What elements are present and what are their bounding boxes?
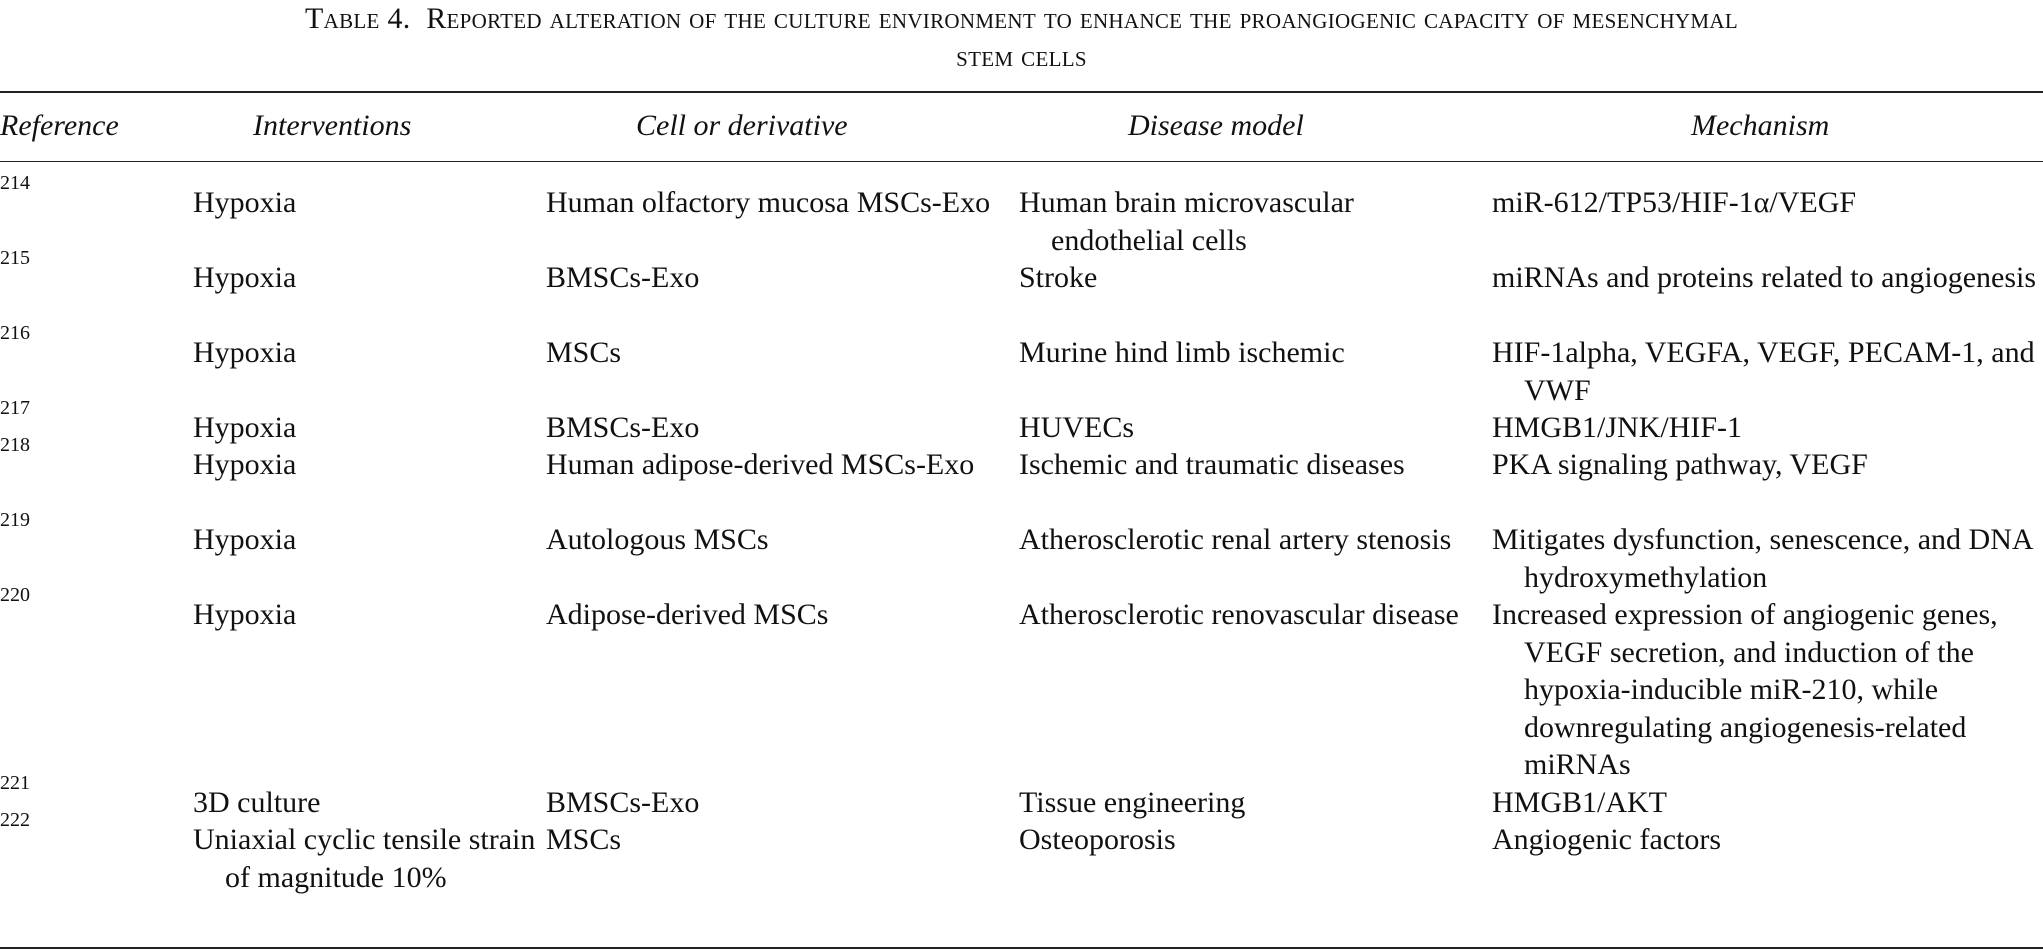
reference-number: 222: [0, 809, 30, 831]
caption-line-1: [0, 0, 2043, 38]
cell-derivative-cell: MSCs: [546, 336, 622, 369]
mechanism-cell: PKA signaling pathway, VEGF: [1492, 448, 1868, 481]
header-mechanism: Mechanism: [1691, 109, 1830, 142]
header-cell-or-derivative: Cell or derivative: [636, 109, 848, 142]
table-label: Table 4.: [305, 2, 411, 35]
intervention-cell: 3D culture: [193, 786, 321, 819]
header-rule: [0, 161, 2043, 162]
intervention-cell: Hypoxia: [193, 411, 297, 444]
mechanism-cell: miR-612/TP53/HIF-1α/VEGF: [1492, 186, 1857, 219]
reference-number: 218: [0, 434, 30, 456]
top-rule: [0, 91, 2043, 93]
header-reference: Reference: [0, 109, 119, 142]
header-interventions: Interventions: [253, 109, 412, 142]
mechanism-cell: Increased expression of angiogenic genes, VEGF secretion, and induction of the hypoxia-inducible miR-210, while downregulating angiogenesis-related miRNAs: [1492, 598, 1998, 781]
cell-derivative-cell: BMSCs-Exo: [546, 411, 700, 444]
cell-derivative-cell: MSCs: [546, 823, 622, 856]
cell-derivative-cell: Adipose-derived MSCs: [546, 598, 829, 631]
table-caption: [0, 0, 2043, 76]
mechanism-cell: HIF-1alpha, VEGFA, VEGF, PECAM-1, and VWF: [1492, 336, 2035, 407]
disease-model-cell: Atherosclerotic renal artery stenosis: [1019, 523, 1452, 556]
caption-line-2: stem cells: [956, 40, 1087, 73]
mechanism-cell: Angiogenic factors: [1492, 823, 1722, 856]
intervention-cell: Hypoxia: [193, 598, 297, 631]
intervention-cell: Hypoxia: [193, 336, 297, 369]
disease-model-cell: Osteoporosis: [1019, 823, 1176, 856]
intervention-cell: Hypoxia: [193, 261, 297, 294]
intervention-cell: Hypoxia: [193, 186, 297, 219]
reference-number: 216: [0, 322, 30, 344]
header-disease-model: Disease model: [1128, 109, 1304, 142]
cell-derivative-cell: Autologous MSCs: [546, 523, 769, 556]
cell-derivative-cell: BMSCs-Exo: [546, 261, 700, 294]
disease-model-cell: Stroke: [1019, 261, 1098, 294]
reference-number: 214: [0, 172, 30, 194]
mechanism-cell: HMGB1/AKT: [1492, 786, 1668, 819]
disease-model-cell: Tissue engineering: [1019, 786, 1246, 819]
cell-derivative-cell: BMSCs-Exo: [546, 786, 700, 819]
intervention-cell: Hypoxia: [193, 448, 297, 481]
table-title: Reported alteration of the culture environment to enhance the proangiogenic capacity of mesenchymal: [426, 2, 1738, 35]
disease-model-cell: Murine hind limb ischemic: [1019, 336, 1345, 369]
reference-number: 215: [0, 247, 30, 269]
disease-model-cell: Atherosclerotic renovascular disease: [1019, 598, 1459, 631]
disease-model-cell: Ischemic and traumatic diseases: [1019, 448, 1405, 481]
disease-model-cell: HUVECs: [1019, 411, 1135, 444]
reference-number: 217: [0, 397, 30, 419]
reference-number: 219: [0, 509, 30, 531]
reference-number: 221: [0, 772, 30, 794]
cell-derivative-cell: Human adipose-derived MSCs-Exo: [546, 448, 975, 481]
mechanism-cell: miRNAs and proteins related to angiogenesis: [1492, 261, 2037, 294]
disease-model-cell: Human brain microvascular endothelial cells: [1019, 186, 1354, 257]
reference-number: 220: [0, 584, 30, 606]
intervention-cell: Hypoxia: [193, 523, 297, 556]
intervention-cell: Uniaxial cyclic tensile strain of magnitude 10%: [193, 823, 536, 894]
bottom-rule: [0, 947, 2043, 949]
cell-derivative-cell: Human olfactory mucosa MSCs-Exo: [546, 186, 991, 219]
mechanism-cell: Mitigates dysfunction, senescence, and DNA hydroxymethylation: [1492, 523, 2032, 594]
mechanism-cell: HMGB1/JNK/HIF-1: [1492, 411, 1743, 444]
